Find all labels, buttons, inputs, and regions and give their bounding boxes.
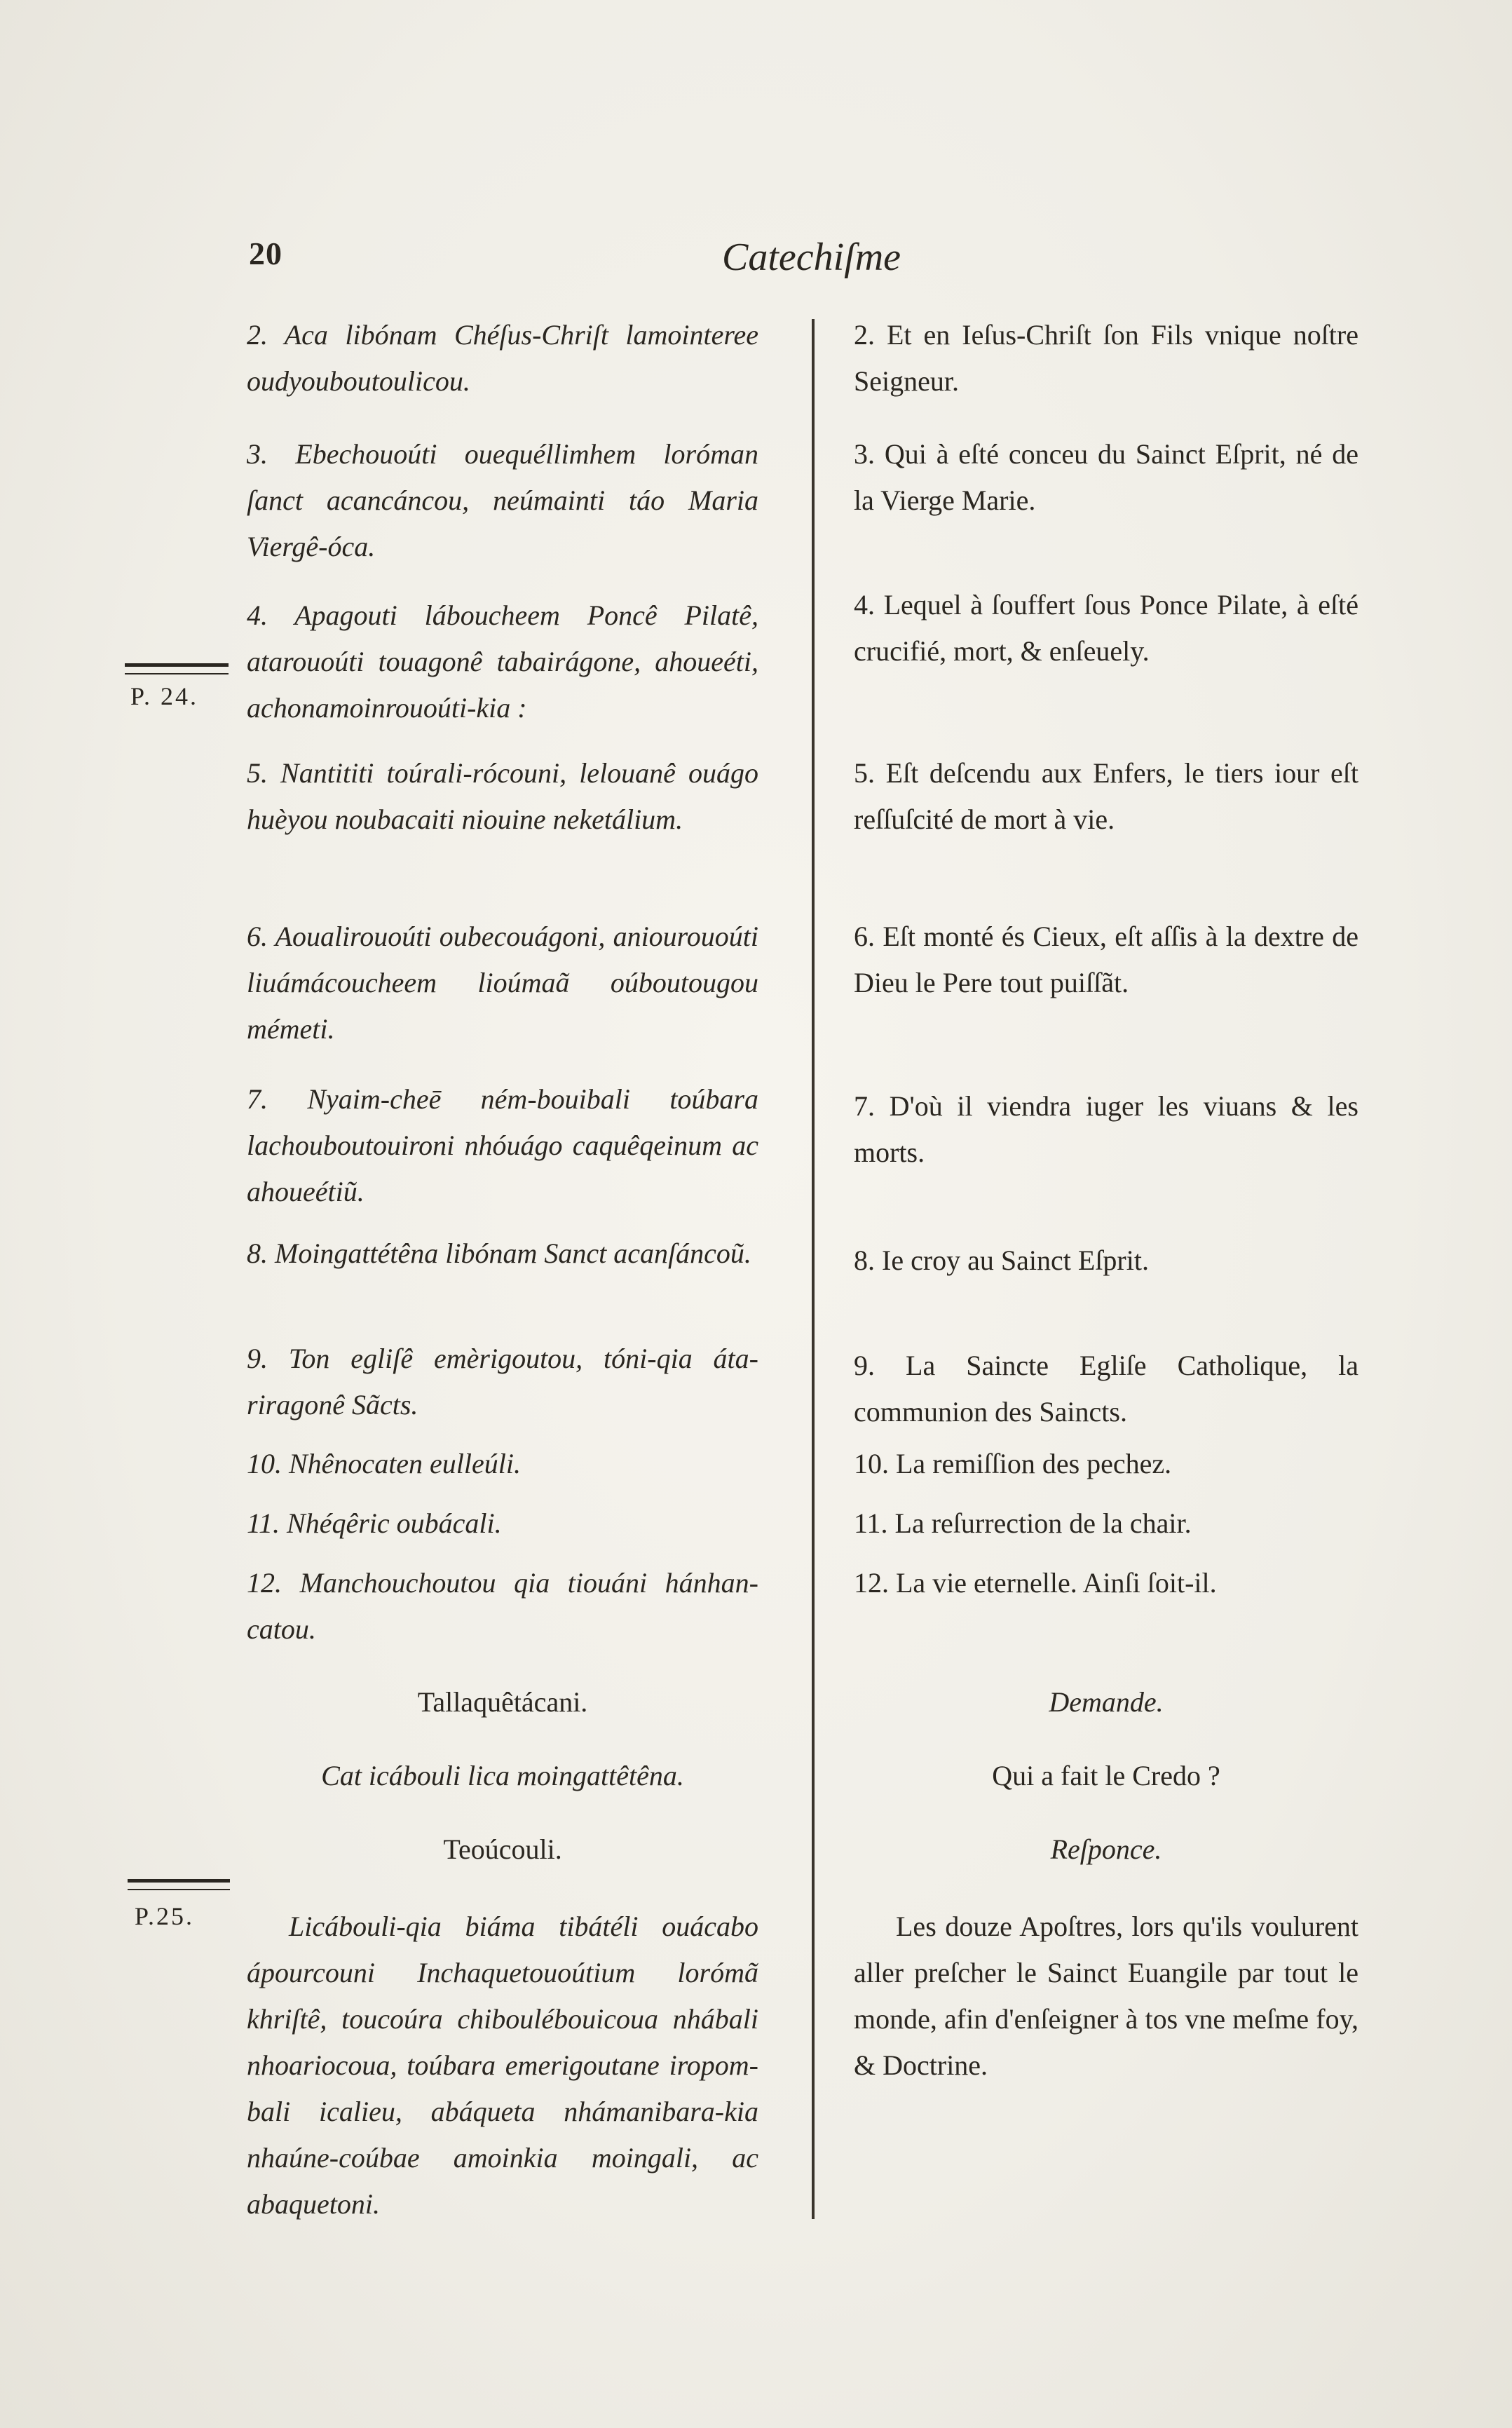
right-credo-article: 3. Qui à eſté conceu du Sainct Eſprit, né de la Vierge Marie. [854,438,1358,516]
left-column [247,312,758,2247]
margin-reference-bar [128,1879,230,1890]
right-question: Qui a fait le Credo ? [992,1760,1220,1791]
right-credo-article: 8. Ie croy au Sainct Eſprit. [854,1244,1149,1276]
left-credo-article: 8. Moingattétêna libónam Sanct acanſáncoũ. [247,1237,751,1269]
left-answer-heading: Teoúcouli. [443,1833,562,1865]
left-credo-article: 4. Apagouti láboucheem Poncê Pilatê, atarouoúti touagonê tabairágone, ahoueéti, achonamoinrouoúti-kia : [247,599,758,724]
right-credo-article: 11. La reſurrection de la chair. [854,1507,1192,1539]
left-answer: Licábouli-qia biáma tibátéli ouácabo ápourcouni Inchaquetouoútium lorómã khriſtê, toucoúra chiboulébouicoua nhábali nhoariocoua, toúbara emerigoutane iropom-bali icalieu, abáqueta nhámanibara-kia nhaúne-coúbae amoinkia moingali, ac abaquetoni. [247,1911,758,2220]
right-answer-heading: Reſponce. [1050,1833,1162,1865]
left-credo-article: 6. Aoualirouoúti oubecouágoni, aniourouoúti liuámácoucheem lioúmaã oúboutougou mémeti. [247,921,758,1045]
left-question: Cat icábouli lica moingattêtêna. [321,1760,684,1791]
right-question-heading: Demande. [1049,1686,1164,1718]
left-credo-article: 12. Manchouchoutou qia tiouáni hánhan-catou. [247,1567,758,1645]
left-credo-article: 10. Nhênocaten eulleúli. [247,1448,522,1479]
margin-reference-bar [125,663,229,674]
left-credo-article: 9. Ton egliſê emèrigoutou, tóni-qia átariragonê Sãcts. [247,1343,758,1420]
margin-reference: P. 24. [130,682,199,710]
left-credo-article: 3. Ebechouoúti ouequéllimhem loróman ſanct acancáncou, neúmainti táo Maria Viergê-óca. [247,438,758,562]
right-credo-article: 10. La remiſſion des pechez. [854,1448,1172,1479]
right-column [854,312,1358,2247]
right-credo-article: 5. Eſt deſcendu aux Enfers, le tiers iour eſt reſſuſcité de mort à vie. [854,757,1358,835]
left-credo-article: 7. Nyaim-cheē ném-bouibali toúbara lachouboutouironi nhóuágo caquêqeinum ac ahoueétiũ. [247,1083,758,1207]
left-credo-article: 5. Nantititi toúrali-rócouni, lelouanê ouágo huèyou noubacaiti niouine neketálium. [247,757,758,835]
margin-reference: P.25. [135,1902,195,1930]
right-credo-article: 2. Et en Ieſus-Chriſt ſon Fils vnique noſtre Seigneur. [854,319,1358,397]
left-credo-article: 11. Nhéqêric oubácali. [247,1507,502,1539]
running-title: Catechiſme [722,236,901,279]
right-answer: Les douze Apoſtres, lors qu'ils voulurent aller preſcher le Sainct Euangile par tout le monde, afin d'enſeigner à tos vne meſme foy, & Doctrine. [854,1911,1358,2081]
left-credo-article: 2. Aca libónam Chéſus-Chriſt lamointeree oudyouboutoulicou. [247,319,758,397]
left-question-heading: Tallaquêtácani. [417,1686,588,1718]
right-credo-article: 12. La vie eternelle. Ainſi ſoit-il. [854,1567,1217,1599]
right-credo-article: 7. D'où il viendra iuger les viuans & les morts. [854,1090,1358,1168]
right-credo-article: 4. Lequel à ſouffert ſous Ponce Pilate, à eſté crucifié, mort, & enſeuely. [854,589,1358,667]
right-credo-article: 9. La Saincte Egliſe Catholique, la communion des Saincts. [854,1350,1358,1427]
right-credo-article: 6. Eſt monté és Cieux, eſt aſſis à la dextre de Dieu le Pere tout puiſſãt. [854,921,1358,998]
page-number: 20 [249,236,282,271]
column-divider [812,319,815,2219]
page-header [249,235,1370,284]
